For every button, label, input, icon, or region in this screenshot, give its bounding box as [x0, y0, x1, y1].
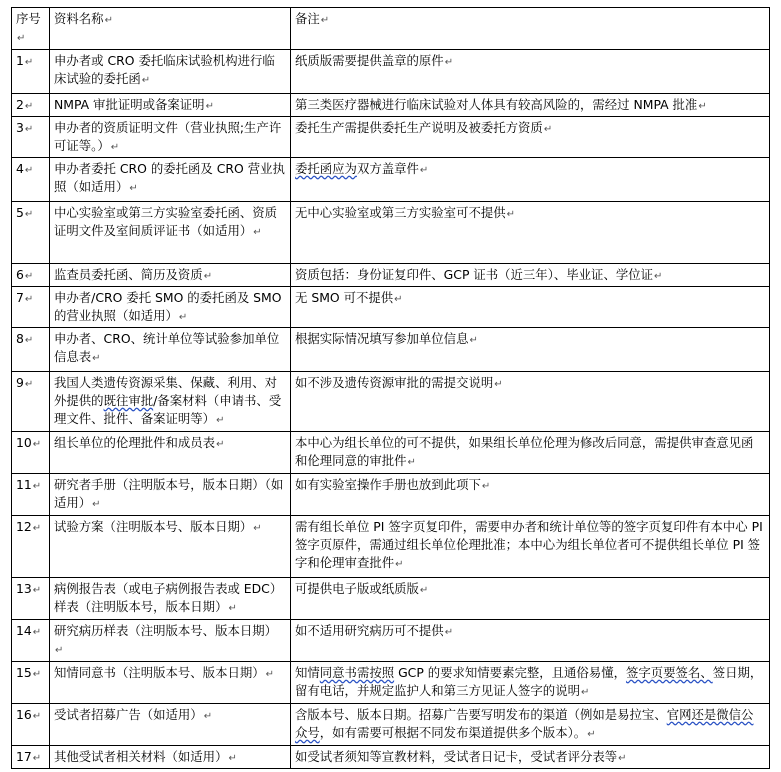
row-no: 13↵	[12, 578, 50, 620]
row-no: 10↵	[12, 432, 50, 474]
row-no: 4↵	[12, 158, 50, 202]
row-name: 研究病历样表（注明版本号、版本日期）↵	[50, 620, 291, 662]
row-name: 申办者或 CRO 委托临床试验机构进行临床试验的委托函↵	[50, 50, 291, 94]
table-row	[12, 50, 770, 94]
row-note: 资质包括：身份证复印件、GCP 证书（近三年）、毕业证、学位证↵	[291, 264, 770, 287]
row-note: 本中心为组长单位的可不提供，如果组长单位伦理为修改后同意，需提供审查意见函和伦理同意的审批件↵	[291, 432, 770, 474]
table-row	[12, 578, 770, 620]
row-name: 试验方案（注明版本号、版本日期）↵	[50, 516, 291, 578]
row-note: 无中心实验室或第三方实验室可不提供↵	[291, 202, 770, 264]
table-row	[12, 516, 770, 578]
row-no: 17↵	[12, 746, 50, 769]
row-note: 无 SMO 可不提供↵	[291, 287, 770, 328]
row-name: 申办者/CRO 委托 SMO 的委托函及 SMO 的营业执照（如适用）↵	[50, 287, 291, 328]
row-no: 6↵	[12, 264, 50, 287]
table-row	[12, 94, 770, 117]
table-row	[12, 704, 770, 746]
row-no: 14↵	[12, 620, 50, 662]
row-no: 12↵	[12, 516, 50, 578]
table-row	[12, 372, 770, 432]
table-row	[12, 117, 770, 158]
row-name: 研究者手册（注明版本号，版本日期）（如适用）↵	[50, 474, 291, 516]
row-note: 根据实际情况填写参加单位信息↵	[291, 328, 770, 372]
row-no: 15↵	[12, 662, 50, 704]
row-no: 9↵	[12, 372, 50, 432]
row-no: 5↵	[12, 202, 50, 264]
row-note: 可提供电子版或纸质版↵	[291, 578, 770, 620]
row-no: 7↵	[12, 287, 50, 328]
row-no: 2↵	[12, 94, 50, 117]
row-note: 如不适用研究病历可不提供↵	[291, 620, 770, 662]
row-name: 其他受试者相关材料（如适用）↵	[50, 746, 291, 769]
row-name: 受试者招募广告（如适用）↵	[50, 704, 291, 746]
row-name: 申办者委托 CRO 的委托函及 CRO 营业执照（如适用）↵	[50, 158, 291, 202]
table-row	[12, 746, 770, 769]
row-name: 监查员委托函、简历及资质↵	[50, 264, 291, 287]
table-row	[12, 662, 770, 704]
table-row	[12, 158, 770, 202]
row-note: 含版本号、版本日期。招募广告要写明发布的渠道（例如是易拉宝、官网还是微信公众号，如有需要可根据不同发布渠道提供多个版本）。↵	[291, 704, 770, 746]
row-note: 如受试者须知等宣教材料，受试者日记卡，受试者评分表等↵	[291, 746, 770, 769]
row-name: 中心实验室或第三方实验室委托函、资质证明文件及室间质评证书（如适用）↵	[50, 202, 291, 264]
row-name: 申办者、CRO、统计单位等试验参加单位信息表↵	[50, 328, 291, 372]
document-table	[11, 7, 770, 769]
table-row	[12, 202, 770, 264]
header-row	[12, 8, 770, 50]
table-row	[12, 264, 770, 287]
row-note: 委托生产需提供委托生产说明及被委托方资质↵	[291, 117, 770, 158]
table-row	[12, 474, 770, 516]
row-note: 需有组长单位 PI 签字页复印件，需要申办者和统计单位等的签字页复印件有本中心 PI 签字页原件，需通过组长单位伦理批准；本中心为组长单位者可不提供组长单位 PI 签字和伦理审查批件↵	[291, 516, 770, 578]
header-no: 序号↵	[12, 8, 50, 50]
table-row	[12, 432, 770, 474]
row-note: 纸质版需要提供盖章的原件↵	[291, 50, 770, 94]
table-row	[12, 328, 770, 372]
table-row	[12, 287, 770, 328]
header-name: 资料名称↵	[50, 8, 291, 50]
row-note: 如不涉及遗传资源审批的需提交说明↵	[291, 372, 770, 432]
row-note: 委托函应为双方盖章件↵	[291, 158, 770, 202]
row-no: 11↵	[12, 474, 50, 516]
row-name: NMPA 审批证明或备案证明↵	[50, 94, 291, 117]
row-note: 知情同意书需按照 GCP 的要求知情要素完整，且通俗易懂，签字页要签名、签日期，留有电话，并规定监护人和第三方见证人签字的说明↵	[291, 662, 770, 704]
row-name: 我国人类遗传资源采集、保藏、利用、对外提供的既往审批/备案材料（申请书、受理文件、批件、备案证明等）↵	[50, 372, 291, 432]
table-row	[12, 620, 770, 662]
row-note: 如有实验室操作手册也放到此项下↵	[291, 474, 770, 516]
table-body	[12, 8, 770, 769]
row-no: 3↵	[12, 117, 50, 158]
header-note: 备注↵	[291, 8, 770, 50]
row-name: 知情同意书（注明版本号、版本日期）↵	[50, 662, 291, 704]
row-name: 组长单位的伦理批件和成员表↵	[50, 432, 291, 474]
row-name: 申办者的资质证明文件（营业执照;生产许可证等。）↵	[50, 117, 291, 158]
row-no: 8↵	[12, 328, 50, 372]
row-no: 1↵	[12, 50, 50, 94]
row-note: 第三类医疗器械进行临床试验对人体具有较高风险的，需经过 NMPA 批准↵	[291, 94, 770, 117]
row-no: 16↵	[12, 704, 50, 746]
row-name: 病例报告表（或电子病例报告表或 EDC）样表（注明版本号，版本日期）↵	[50, 578, 291, 620]
